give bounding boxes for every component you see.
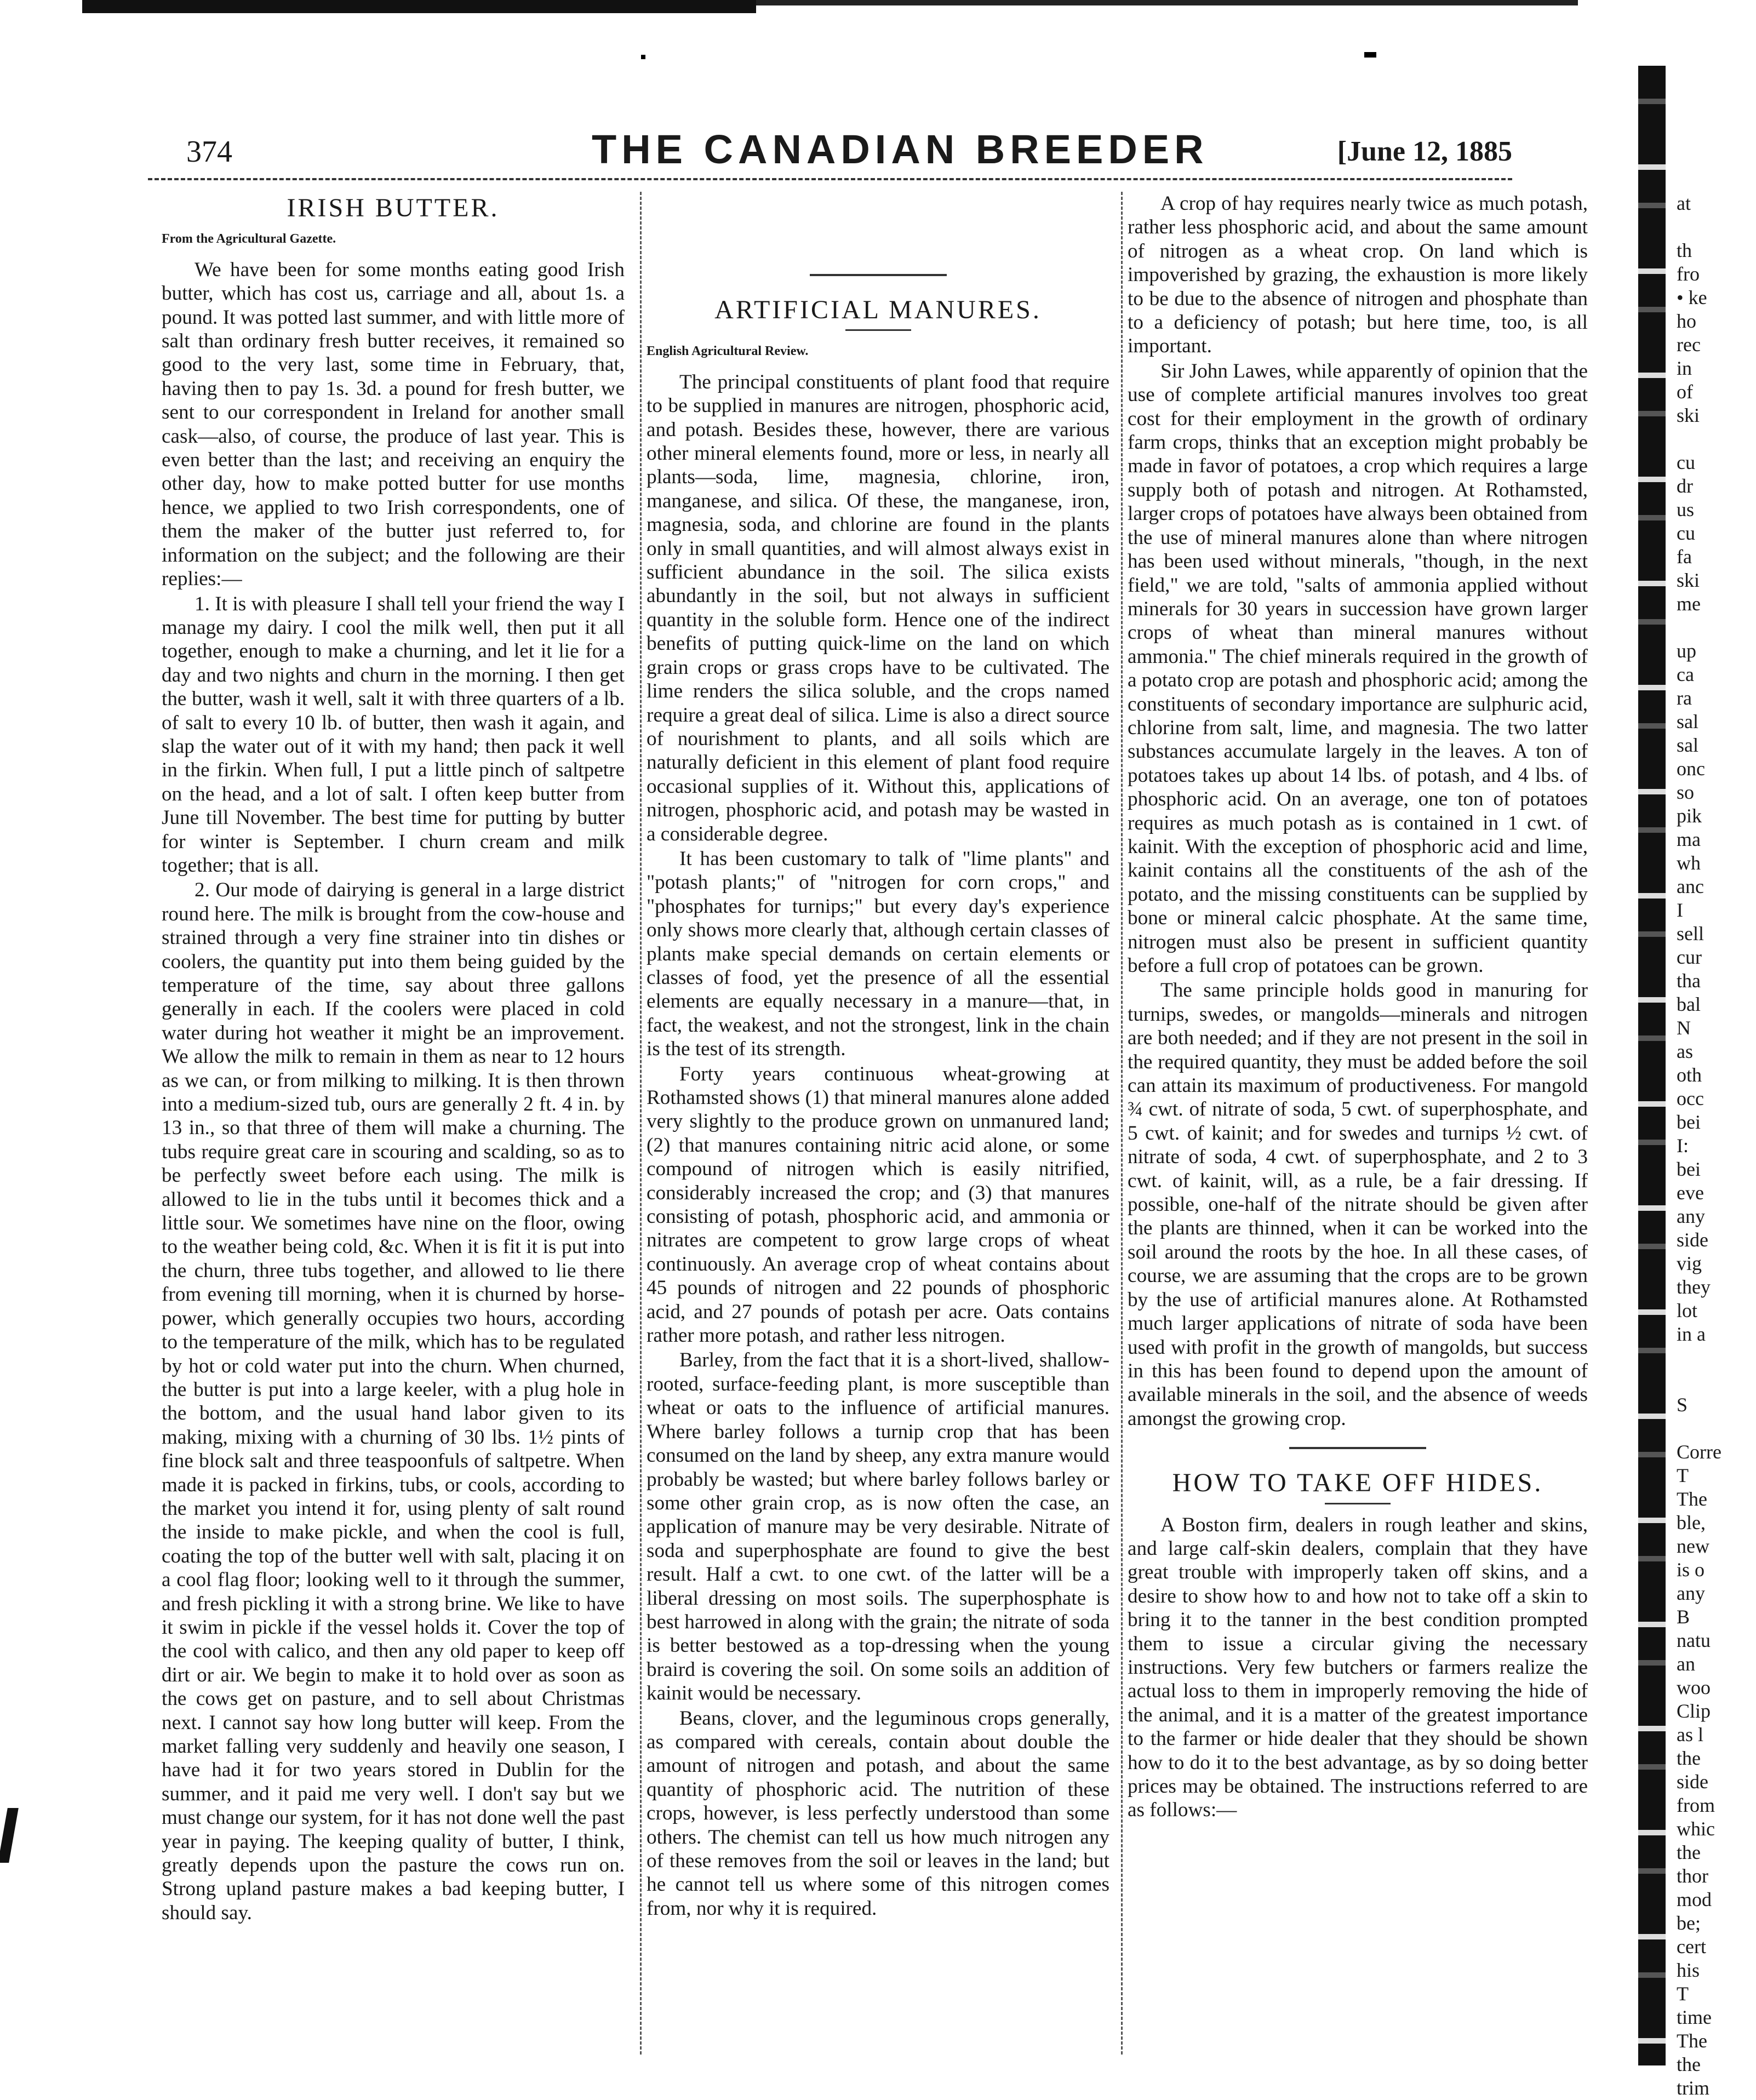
- column-rule: [640, 192, 642, 2055]
- fragment-line: pik: [1677, 805, 1702, 827]
- paragraph: Barley, from the fact that it is a short-lived, shallow-rooted, surface-feeding plant, is more susceptible than wheat or oats to the influence of artificial manures. Where barley follows a turnip crop that has been consumed on the land by sheep, any extra manure would probably be wasted; but where barley follows barley or some other grain crop, as is now often the case, an application of manure may be very desirable. Nitrate of soda and superphosphate are found to give the best result. Half a cwt. to one cwt. of the latter will be a liberal dressing on most soils. The superphosphate is best harrowed in along with the grain; the nitrate of soda is better bestowed as a top-dressing when the young braird is covering the soil. On some soils an addition of kainit would be necessary.: [647, 1349, 1109, 1705]
- fragment-line: lot: [1677, 1300, 1698, 1321]
- adjacent-page-fragments: [1677, 192, 1756, 2099]
- fragment-line: so: [1677, 781, 1695, 803]
- article-source: From the Agricultural Gazette.: [162, 232, 336, 247]
- title-rule: [845, 329, 911, 331]
- fragment-line: oth: [1677, 1064, 1702, 1086]
- issue-date: [June 12, 1885: [1337, 136, 1512, 167]
- paragraph: It has been customary to talk of "lime plants" and "potash plants;" of "nitrogen for corn crops," and "phosphates for turnips;" but every day's experience only shows more clearly that, although certain classes of plants make special demands on certain elements or classes of food, yet the presence of all the essential elements are equally necessary in a manure—that, in fact, the weakest, and not the strongest, link in the chain is the test of its strength.: [647, 847, 1109, 1061]
- fragment-line: vig: [1677, 1252, 1702, 1274]
- paragraph: 2. Our mode of dairying is general in a large district round here. The milk is brought from the cow-house and strained through a very fine strainer into tin dishes or coolers, the quantity put into them being guided by the temperature of the time, say about three gallons generally in each. If the coolers were placed in cold water during hot weather it might be an improvement. We allow the milk to remain in them as near to 12 hours as we can, or from milking to milking. It is then thrown into a medium-sized tub, ours are generally 2 ft. 4 in. by 13 in., so that three of them will make a churning. The tubs require great care in scouring and scalding, so as to be perfectly sweet before each using. The milk is allowed to lie in the tubs until it becomes thick and a little sour. We sometimes have nine on the floor, owing to the weather being cold, &c. When it is fit it is put into the churn, three tubs together, and allowed to lie there from evening till morning, when it is churned by horse-power, which generally occupies two hours, according to the temperature of the milk, which has to be regulated by hot or cold water put into the churn. When churned, the butter is put into a large keeler, with a plug hole in the bottom, and the usual hand labor given to its making, mixing with a churning of 30 lbs. 1½ pints of fine block salt and three teaspoonfuls of saltpetre. When made it is packed in firkins, tubs, or cools, according to the market you intend it for, using plenty of salt round the inside to make pickle, and when the cool is full, coating the top of the butter well with salt, placing it on a cool flag floor; looking well to it through the summer, and fresh pickling it with a strong brine. We like to have it swim in pickle if the vessel holds it. Cover the top of the cool with calico, and then any old paper to keep off dirt or air. We begin to make it to hold over as soon as the cows get on pasture, and to sell about Christmas next. I cannot say how long butter will keep. From the market falling very suddenly and heavily one season, I have had it for two years stored in Dublin for the summer, and it paid me very well. I don't say but we must change our system, for it has not done well the past year in paying. The keeping quality of butter, I think, greatly depends upon the pasture the cows run on. Strong upland pasture makes a bad keeping butter, I should say.: [162, 879, 625, 1924]
- fragment-line: [1677, 1417, 1756, 1440]
- fragment-line: the: [1677, 1841, 1701, 1863]
- fragment-line: mod: [1677, 1889, 1712, 1910]
- fragment-line: rec: [1677, 334, 1701, 356]
- article-source: English Agricultural Review.: [647, 344, 809, 359]
- fragment-line: side: [1677, 1229, 1708, 1251]
- fragment-line: they: [1677, 1276, 1711, 1298]
- fragment-line: the: [1677, 1747, 1701, 1769]
- fragment-line: his: [1677, 1959, 1700, 1981]
- fragment-line: anc: [1677, 876, 1704, 897]
- fragment-line: an: [1677, 1653, 1695, 1675]
- fragment-line: up: [1677, 640, 1696, 662]
- fragment-line: at: [1677, 192, 1691, 214]
- fragment-line: ble,: [1677, 1512, 1706, 1533]
- fragment-line: B: [1677, 1606, 1690, 1628]
- fragment-line: ski: [1677, 569, 1700, 591]
- article-separator: [810, 274, 947, 276]
- fragment-line: T: [1677, 1464, 1689, 1486]
- fragment-line: as l: [1677, 1724, 1703, 1746]
- fragment-line: any: [1677, 1205, 1705, 1227]
- fragment-line: T: [1677, 1983, 1689, 2005]
- masthead: THE CANADIAN BREEDER: [592, 127, 1209, 172]
- fragment-line: S: [1677, 1394, 1688, 1416]
- fragment-line: us: [1677, 499, 1695, 520]
- fragment-line: cur: [1677, 946, 1702, 968]
- scan-top-edge-thin: [756, 0, 1578, 5]
- fragment-line: I:: [1677, 1135, 1689, 1157]
- fragment-line: sal: [1677, 711, 1698, 733]
- fragment-line: of: [1677, 381, 1693, 403]
- paragraph: Beans, clover, and the leguminous crops generally, as compared with cereals, contain about double the amount of nitrogen and potash, and about the same quantity of phosphoric acid. The nutrition of these crops, however, is less perfectly understood than some others. The chemist can tell us how much nitrogen any of these removes from the soil or leaves in the land; but he cannot tell us where some of this nitrogen comes from, nor why it is required.: [647, 1707, 1109, 1920]
- fragment-line: side: [1677, 1771, 1708, 1793]
- fragment-line: natu: [1677, 1629, 1711, 1651]
- page-header: [148, 129, 1512, 178]
- fragment-line: [1677, 1346, 1756, 1370]
- fragment-line: wh: [1677, 852, 1701, 874]
- fragment-line: whic: [1677, 1818, 1715, 1840]
- scan-top-edge: [82, 0, 756, 13]
- fragment-line: bei: [1677, 1158, 1701, 1180]
- fragment-line: bal: [1677, 993, 1701, 1015]
- fragment-line: sell: [1677, 923, 1704, 945]
- title-rule: [1325, 1503, 1391, 1504]
- article-title-artificial-manures: ARTIFICIAL MANURES.: [714, 295, 1042, 324]
- fragment-line: tha: [1677, 970, 1701, 992]
- fragment-line: [1677, 427, 1756, 451]
- fragment-line: cu: [1677, 522, 1695, 544]
- fragment-line: time: [1677, 2006, 1712, 2028]
- fragment-line: • ke: [1677, 287, 1707, 308]
- paragraph: We have been for some months eating good Irish butter, which has cost us, carriage and all, about 1s. a pound. It was potted last summer, and with little more of salt than ordinary fresh butter receives, it remained so good to the very last, some time in February, that, having then to pay 1s. 3d. a pound for fresh butter, we sent to our correspondent in Ireland for another small cask—also, of course, the produce of last year. This is even better than the last; and receiving an enquiry the other day, how to make potted butter for use months hence, we applied to two Irish correspondents, one of them the maker of the butter just referred to, for information on the subject; and the following are their replies:—: [162, 258, 625, 591]
- fragment-line: onc: [1677, 758, 1705, 780]
- fragment-line: eve: [1677, 1182, 1704, 1204]
- fragment-line: ski: [1677, 404, 1700, 426]
- paragraph: Forty years continuous wheat-growing at Rothamsted shows (1) that mineral manures alone added very slightly to the produce grown on unmanured land; (2) that manures containing nitric acid alone, or some compound of nitrogen which is easily nitrified, considerably increased the crop; and (3) that manures consisting of potash, phosphoric acid, and ammonia or nitrates are competent to grow large crops of wheat continuously. An average crop of wheat contains about 45 pounds of nitrogen and 22 pounds of phosphoric acid, and 27 pounds of potash per acre. Oats contains rather more potash, and rather less nitrogen.: [647, 1062, 1109, 1347]
- fragment-line: from: [1677, 1794, 1715, 1816]
- paragraph: The same principle holds good in manuring for turnips, swedes, or mangolds—minerals and nitrogen are both needed; and if they are not present in the soil in the required quantity, they must be added before the soil can attain its maximum of productiveness. For mangold ¾ cwt. of nitrate of soda, 5 cwt. of superphosphate, and 5 cwt. of kainit; and for swedes and turnips ½ cwt. of nitrate of soda, 4 cwt. of superphosphate, and 2 to 3 cwt. of kainit, will, as a rule, be a fair dressing. If possible, one-half of the nitrate should be given after the plants are thinned, when it can be worked into the soil around the roots by the hoe. In all these cases, of course, we are assuming that the crops are to be grown by the use of artificial manures alone. At Rothamsted much larger applications of nitrate of soda have been used with profit in the growth of mangolds, but success in this has been found to depend upon the amount of available minerals in the soil, and the absence of weeds amongst the growing crop.: [1128, 979, 1588, 1430]
- fragment-line: fa: [1677, 546, 1692, 568]
- scan-right-edge: [1638, 66, 1666, 2065]
- header-rule: [148, 178, 1512, 180]
- fragment-line: woo: [1677, 1676, 1711, 1698]
- fragment-line: in: [1677, 357, 1692, 379]
- fragment-line: [1677, 1370, 1756, 1393]
- fragment-line: new: [1677, 1535, 1709, 1557]
- fragment-line: The: [1677, 2030, 1707, 2052]
- fragment-line: trim: [1677, 2077, 1709, 2099]
- fragment-line: dr: [1677, 475, 1693, 497]
- fragment-line: the: [1677, 2053, 1701, 2075]
- fragment-line: The: [1677, 1488, 1707, 1510]
- paragraph: A crop of hay requires nearly twice as much potash, rather less phosphoric acid, and about the same amount of nitrogen as a wheat crop. On land which is impoverished by grazing, the exhaustion is more likely to be due to the absence of nitrogen and phosphate than to a deficiency of potash; but here time, too, is all important.: [1128, 192, 1588, 358]
- fragment-line: Clip: [1677, 1700, 1711, 1722]
- fragment-line: cert: [1677, 1936, 1706, 1958]
- fragment-line: is o: [1677, 1559, 1705, 1581]
- article-title-how-to-take-off-hides: HOW TO TAKE OFF HIDES.: [1172, 1468, 1543, 1498]
- fragment-line: Corre: [1677, 1441, 1721, 1463]
- paragraph: The principal constituents of plant food that require to be supplied in manures are nitrogen, phosphoric acid, and potash. Besides these, however, there are various other mineral elements found, more or less, in nearly all plants—soda, lime, magnesia, chlorine, iron, manganese, and silica. Of these, the manganese, iron, magnesia, soda, and chlorine are found in the plants only in small quantities, and will almost always exist in sufficient abundance in the soil. The silica exists abundantly in the soil, but not always in sufficient quantity in the soluble form. Hence one of the indirect benefits of putting quick-lime on the land on which grain crops or grass crops have to be cultivated. The lime renders the silica soluble, and the crops named require a great deal of silica. Lime is also a direct source of nourishment to plants, and all soils which are naturally deficient in this element of plant food require occasional supplies of it. Without this, applications of nitrogen, phosphoric acid, and potash may be wasted in a considerable degree.: [647, 370, 1109, 845]
- fragment-line: [1677, 215, 1756, 239]
- page-number: 374: [186, 135, 232, 169]
- fragment-line: me: [1677, 593, 1701, 615]
- column-2: [647, 192, 1109, 2055]
- fragment-line: in a: [1677, 1323, 1706, 1345]
- fragment-line: as: [1677, 1040, 1693, 1062]
- fragment-line: fro: [1677, 263, 1700, 285]
- fragment-line: any: [1677, 1582, 1705, 1604]
- scan-speck: [641, 55, 645, 59]
- article-separator: [1289, 1447, 1426, 1449]
- fragment-line: ma: [1677, 828, 1701, 850]
- scan-left-mark: [0, 1808, 19, 1863]
- paragraph: Sir John Lawes, while apparently of opinion that the use of complete artificial manures involves too great cost for their employment in the growth of ordinary farm crops, thinks that an exception might probably be made in favor of potatoes, a crop which requires a large supply both of potash and nitrogen. At Rothamsted, larger crops of potatoes have always been obtained from the use of mineral manures alone than where nitrogen has been used without minerals, "though, in the next field," we are told, "salts of ammonia applied without minerals for 30 years in succession have grown larger crops of wheat than mineral manures without ammonia." The chief minerals required in the growth of a potato crop are potash and phosphoric acid; among the constituents of secondary importance are sulphuric acid, chlorine from salt, lime, and magnesia. The two latter substances accumulate largely in the leaves. A ton of potatoes takes up about 14 lbs. of potash, and 4 lbs. of phosphoric acid. On an average, one ton of potatoes requires as much potash as is contained in 1 cwt. of kainit. With the exception of phosphoric acid and lime, kainit contains all the constituents of the ash of the potato, and the missing constituents can be supplied by bone or mineral calcic phosphate. At the same time, nitrogen must also be present in sufficient quantity before a full crop of potatoes can be grown.: [1128, 359, 1588, 977]
- column-1: [162, 192, 625, 2055]
- fragment-line: cu: [1677, 451, 1695, 473]
- fragment-line: occ: [1677, 1088, 1704, 1109]
- fragment-line: ra: [1677, 687, 1692, 709]
- fragment-line: ca: [1677, 663, 1694, 685]
- fragment-line: th: [1677, 239, 1692, 261]
- fragment-line: bei: [1677, 1111, 1701, 1133]
- scan-speck: [1364, 52, 1376, 58]
- fragment-line: be;: [1677, 1912, 1701, 1934]
- fragment-line: [1677, 616, 1756, 639]
- paragraph: 1. It is with pleasure I shall tell your friend the way I manage my dairy. I cool the milk well, then put it all together, enough to make a churning, and let it lie for a day and two nights and churn in the morning. I then get the butter, wash it well, salt it with three quarters of a lb. of salt to every 10 lb. of butter, then wash it again, and slap the water out of it with my hand; then pack it well in the firkin. When full, I put a little pinch of saltpetre on the head, and a lot of salt. I often keep butter from June till November. The best time for putting by butter for winter is September. I churn cream and milk together; that is all.: [162, 592, 625, 877]
- fragment-line: I: [1677, 899, 1683, 921]
- fragment-line: ho: [1677, 310, 1696, 332]
- fragment-line: sal: [1677, 734, 1698, 756]
- column-rule: [1121, 192, 1123, 2055]
- fragment-line: N: [1677, 1017, 1691, 1039]
- fragment-line: thor: [1677, 1865, 1708, 1887]
- article-title-irish-butter: IRISH BUTTER.: [287, 193, 500, 222]
- column-3: [1128, 192, 1588, 2055]
- paragraph: A Boston firm, dealers in rough leather and skins, and large calf-skin dealers, complain that they have great trouble with improperly taken off skins, and a desire to show how to and how not to take off a skin to bring it to the tanner in the best condition prompted them to issue a circular giving the necessary instructions. Very few butchers or farmers realize the actual loss to them in improperly removing the hide of the animal, and it is a matter of the greatest importance to the farmer or hide dealer that they should be shown how to do it to the best advantage, as by so doing better prices may be obtained. The instructions referred to are as follows:—: [1128, 1513, 1588, 1822]
